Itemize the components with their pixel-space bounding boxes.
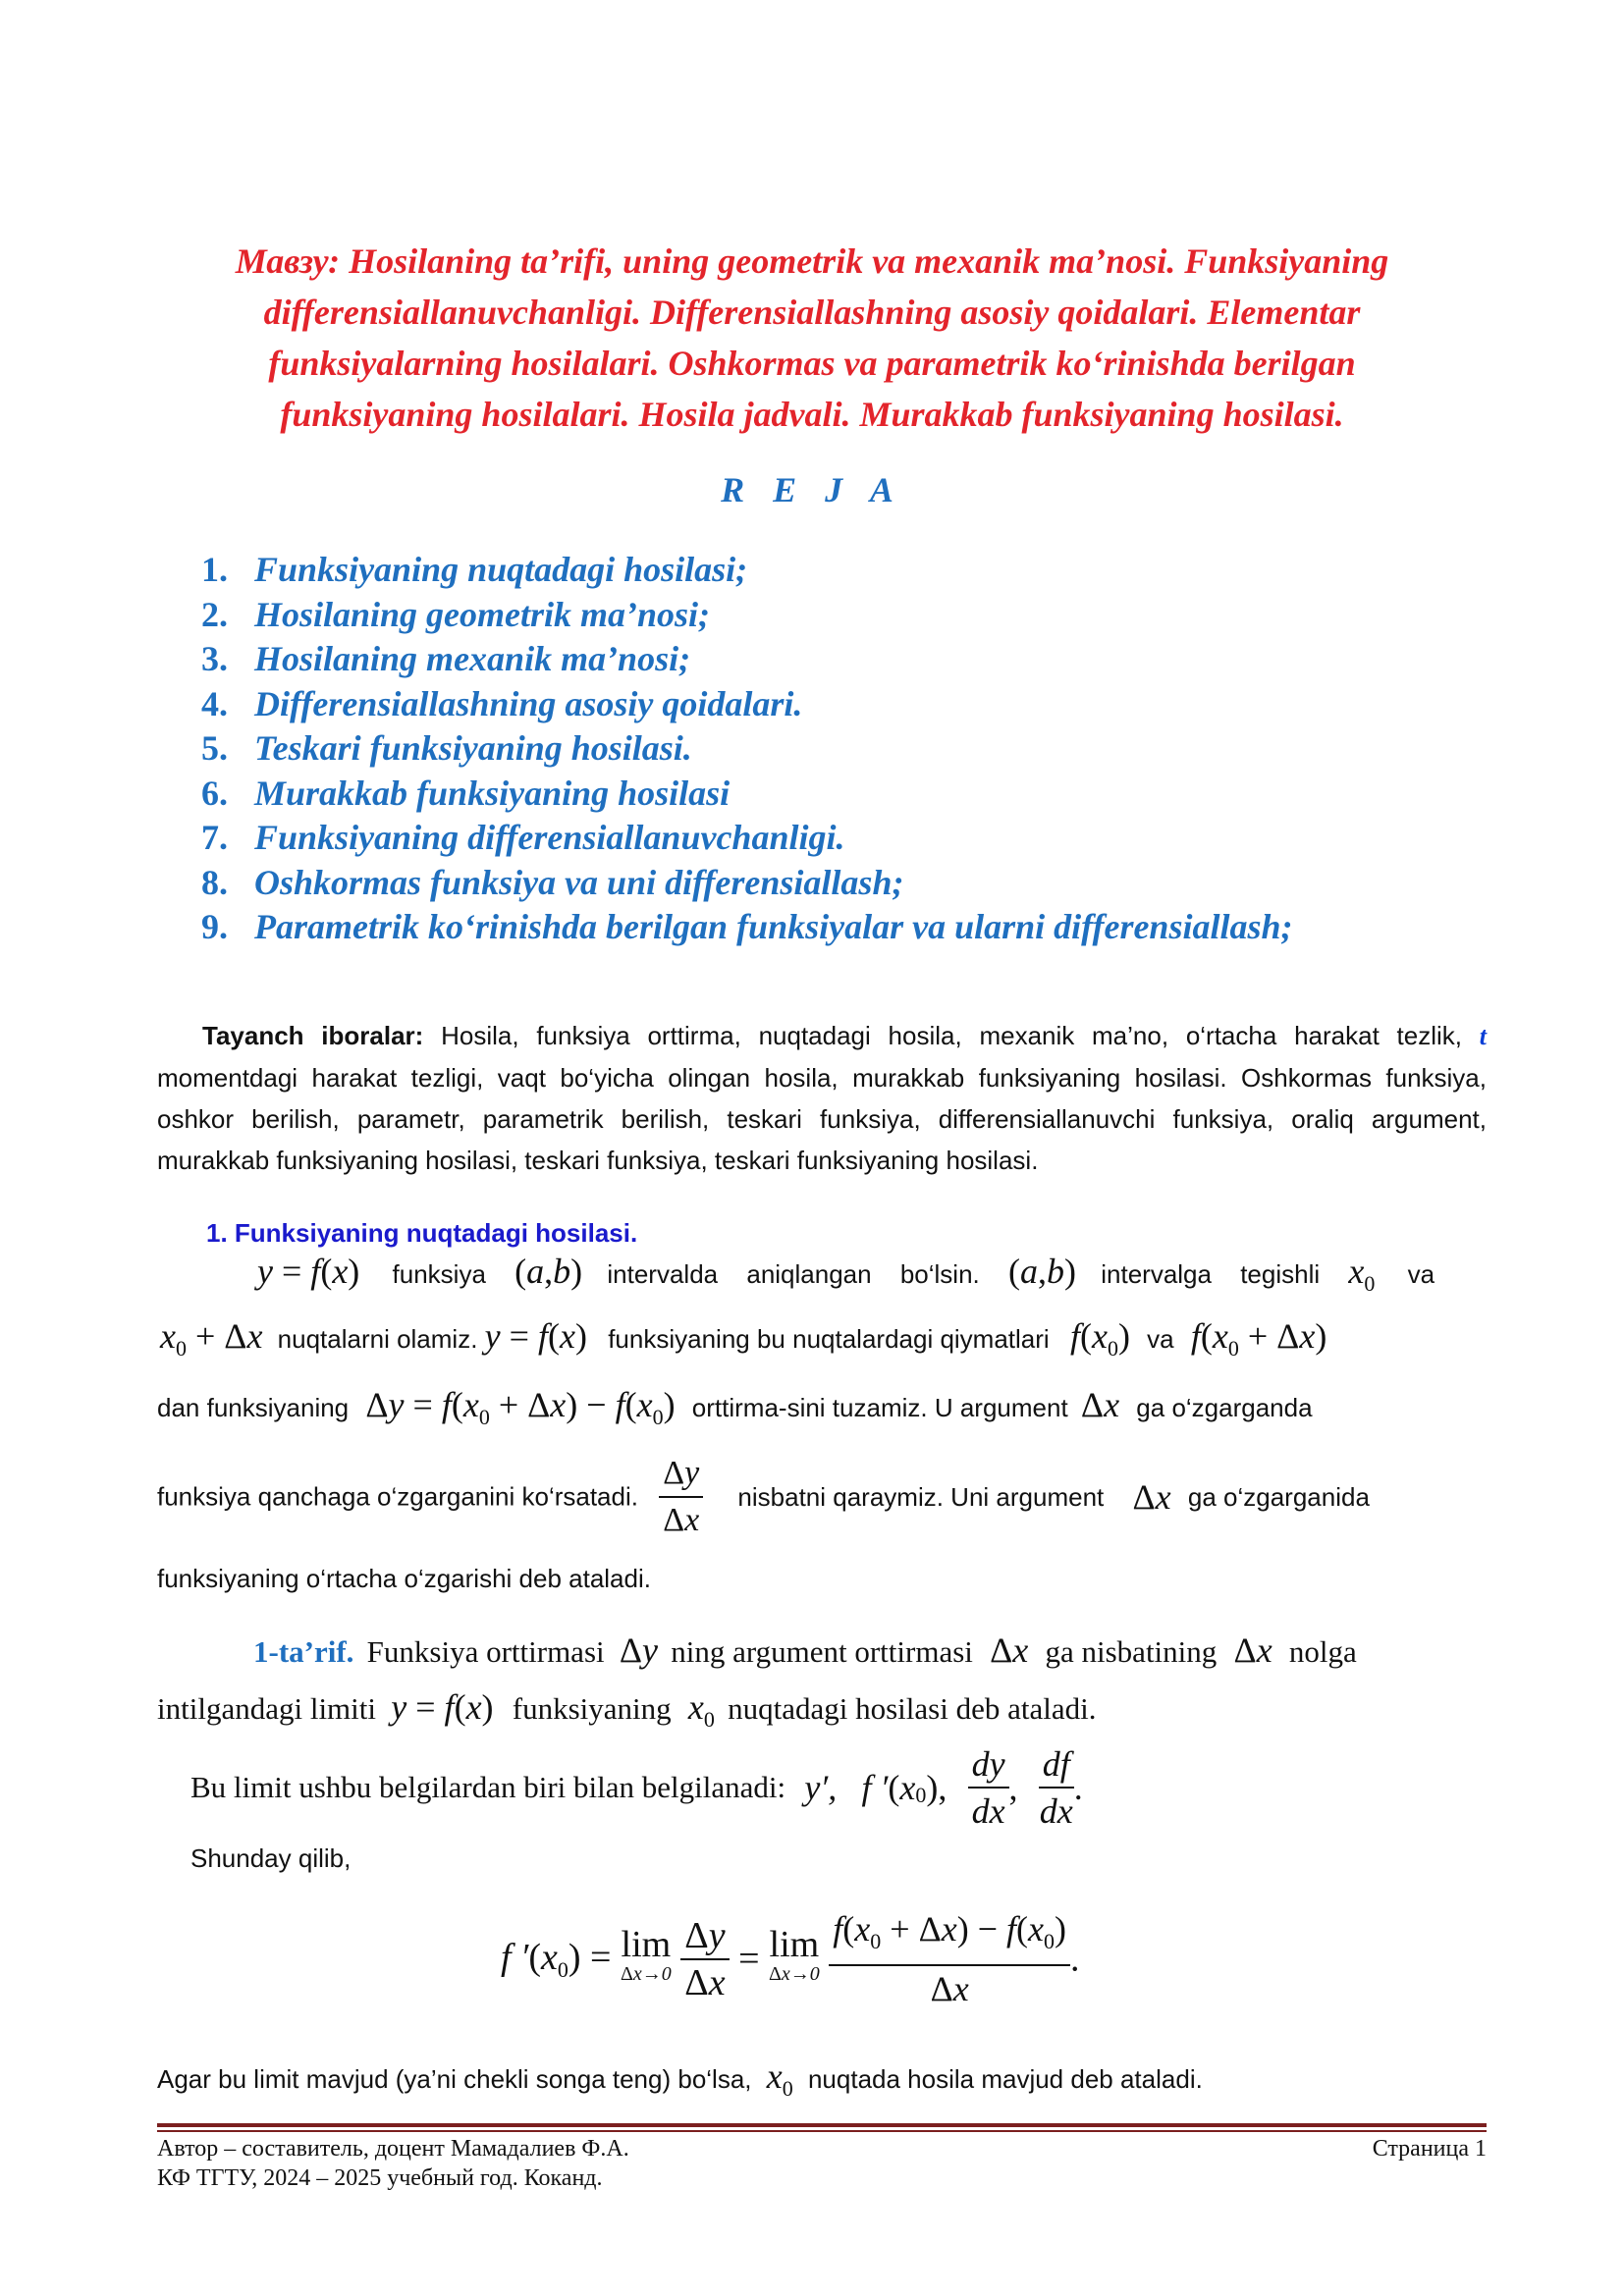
plan-item: 5. Teskari funksiyaning hosilasi.: [201, 728, 692, 768]
plan-item: 2. Hosilaning geometrik ma’nosi;: [201, 594, 711, 634]
title-line: Мавзу: Hosilaning ta’rifi, uning geometrik va mexanik ma’nosi. Funksiyaning: [235, 241, 1389, 281]
final-line: Agar bu limit mavjud (ya’ni chekli songa teng) bo‘lsa, $x_0$ nuqtada hosila mavjud deb ataladi.: [157, 2056, 1203, 2101]
df-dx-fraction: $\frac{df}{dx}$: [1039, 1741, 1074, 1834]
title-line: differensiallanuvchanligi. Differensiallashning asosiy qoidalari. Elementar: [263, 293, 1361, 332]
section-heading: 1. Funksiyaning nuqtadagi hosilasi.: [206, 1218, 638, 1248]
section-line-2: $x_0 + \Delta x$ nuqtalarni olamiz. y = f(x) funksiyaning bu nuqtalardagi qiymatlari $f(x_0)$ va $f(x_0 + \Delta x)$: [160, 1316, 1327, 1361]
section-line-4: funksiya qanchaga o‘zgarganini ko‘rsatadi. $\frac{\Delta y}{\Delta x}$ nisbatni qaraymiz. Uni argument Δx ga o‘zgarganida: [157, 1451, 1370, 1543]
delta-ratio-fraction: $\frac{\Delta y}{\Delta x}$: [659, 1451, 703, 1543]
limit-operator-1: lim Δx→0: [621, 1923, 672, 1985]
definition-line-3: Bu limit ushbu belgilardan biri bilan belgilanadi: y′, f $'(x_0)$, $\frac{dy}{dx}$ , $\frac{df}{dx}$ .: [190, 1741, 1083, 1834]
section-line-5: funksiyaning o‘rtacha o‘zgarishi deb ataladi.: [157, 1564, 651, 1593]
definition-line-4: Shunday qilib,: [190, 1843, 352, 1873]
keywords-paragraph: Tayanch iboralar: Hosila, funksiya orttirma, nuqtadagi hosila, mexanik ma’no, o‘rtacha harakat tezlik, t momentdagi harakat tezligi, vaqt bo‘yicha olingan hosila, murakkab funksiyaning hosilasi. Oshkormas funksiya, oshkor berilish, parametr, parametrik berilish, teskari funksiya, differensiallanuvchi funksiya, oraliq argument, murakkab funksiyaning hosilasi, teskari funksiya, teskari funksiyaning hosilasi.: [157, 1021, 1487, 1175]
plan-item: 1. Funksiyaning nuqtadagi hosilasi;: [201, 550, 748, 589]
footer-divider-thin: [157, 2130, 1487, 2132]
plan-list: [201, 548, 1292, 950]
difference-quotient: $\frac{f(x_0 + \Delta x) - f(x_0)}{\Delta x}$: [829, 1906, 1070, 2011]
limit-operator-2: lim Δx→0: [769, 1923, 820, 1985]
section-line-3: dan funksiyaning $\Delta y = f(x_0 + \Delta x) - f(x_0)$ orttirma-sini tuzamiz. U argument Δx ga o‘zgarganda: [157, 1385, 1313, 1429]
title-line: funksiyalarning hosilalari. Oshkormas va parametrik ko‘rinishda berilgan: [268, 344, 1356, 383]
plan-heading: R E J A: [721, 470, 903, 509]
derivative-limit-formula: f $'(x_0)$ = lim Δx→0 $\frac{\Delta y}{\Delta x}$ = lim Δx→0 $\frac{f(x_0 + \Delta x) - f(x_0)}{\Delta x}$ .: [501, 1906, 1080, 2011]
page-title: [157, 236, 1467, 440]
section-line-1: y = f(x) funksiya (a,b) intervalda aniqlangan bo‘lsin. (a,b) intervalga tegishli $x_0$ va: [257, 1252, 1435, 1296]
delta-y-over-delta-x: $\frac{\Delta y}{\Delta x}$: [680, 1913, 729, 2005]
keywords-label: Tayanch iboralar:: [202, 1021, 424, 1050]
footer-organization: КФ ТГТУ, 2024 – 2025 учебный год. Коканд.: [157, 2165, 603, 2191]
plan-item: 3. Hosilaning mexanik ma’nosi;: [201, 639, 691, 678]
title-line: funksiyaning hosilalari. Hosila jadvali. Murakkab funksiyaning hosilasi.: [280, 395, 1344, 434]
footer-divider: [157, 2123, 1487, 2127]
plan-item: 9. Parametrik ko‘rinishda berilgan funksiyalar va ularni differensiallash;: [201, 907, 1293, 946]
plan-item: 7. Funksiyaning differensiallanuvchanligi.: [201, 818, 845, 857]
t-symbol: t: [1479, 1022, 1487, 1050]
definition-label: 1-ta’rif.: [253, 1634, 354, 1669]
footer-page-number: Страница 1: [1372, 2136, 1487, 2162]
definition-line-2: intilgandagi limiti y = f(x) funksiyaning $x_0$ nuqtadagi hosilasi deb ataladi.: [157, 1687, 1097, 1732]
definition-line-1: 1-ta’rif. Funksiya orttirmasi Δy ning argument orttirmasi Δx ga nisbatining Δx nolga: [253, 1630, 1357, 1670]
plan-item: 6. Murakkab funksiyaning hosilasi: [201, 773, 731, 813]
footer-author: Автор – составитель, доцент Мамадалиев Ф.А.: [157, 2136, 629, 2162]
plan-item: 4. Differensiallashning asosiy qoidalari.: [201, 683, 803, 723]
dy-dx-fraction: $\frac{dy}{dx}$: [968, 1741, 1009, 1834]
plan-item: 8. Oshkormas funksiya va uni differensiallash;: [201, 862, 904, 902]
